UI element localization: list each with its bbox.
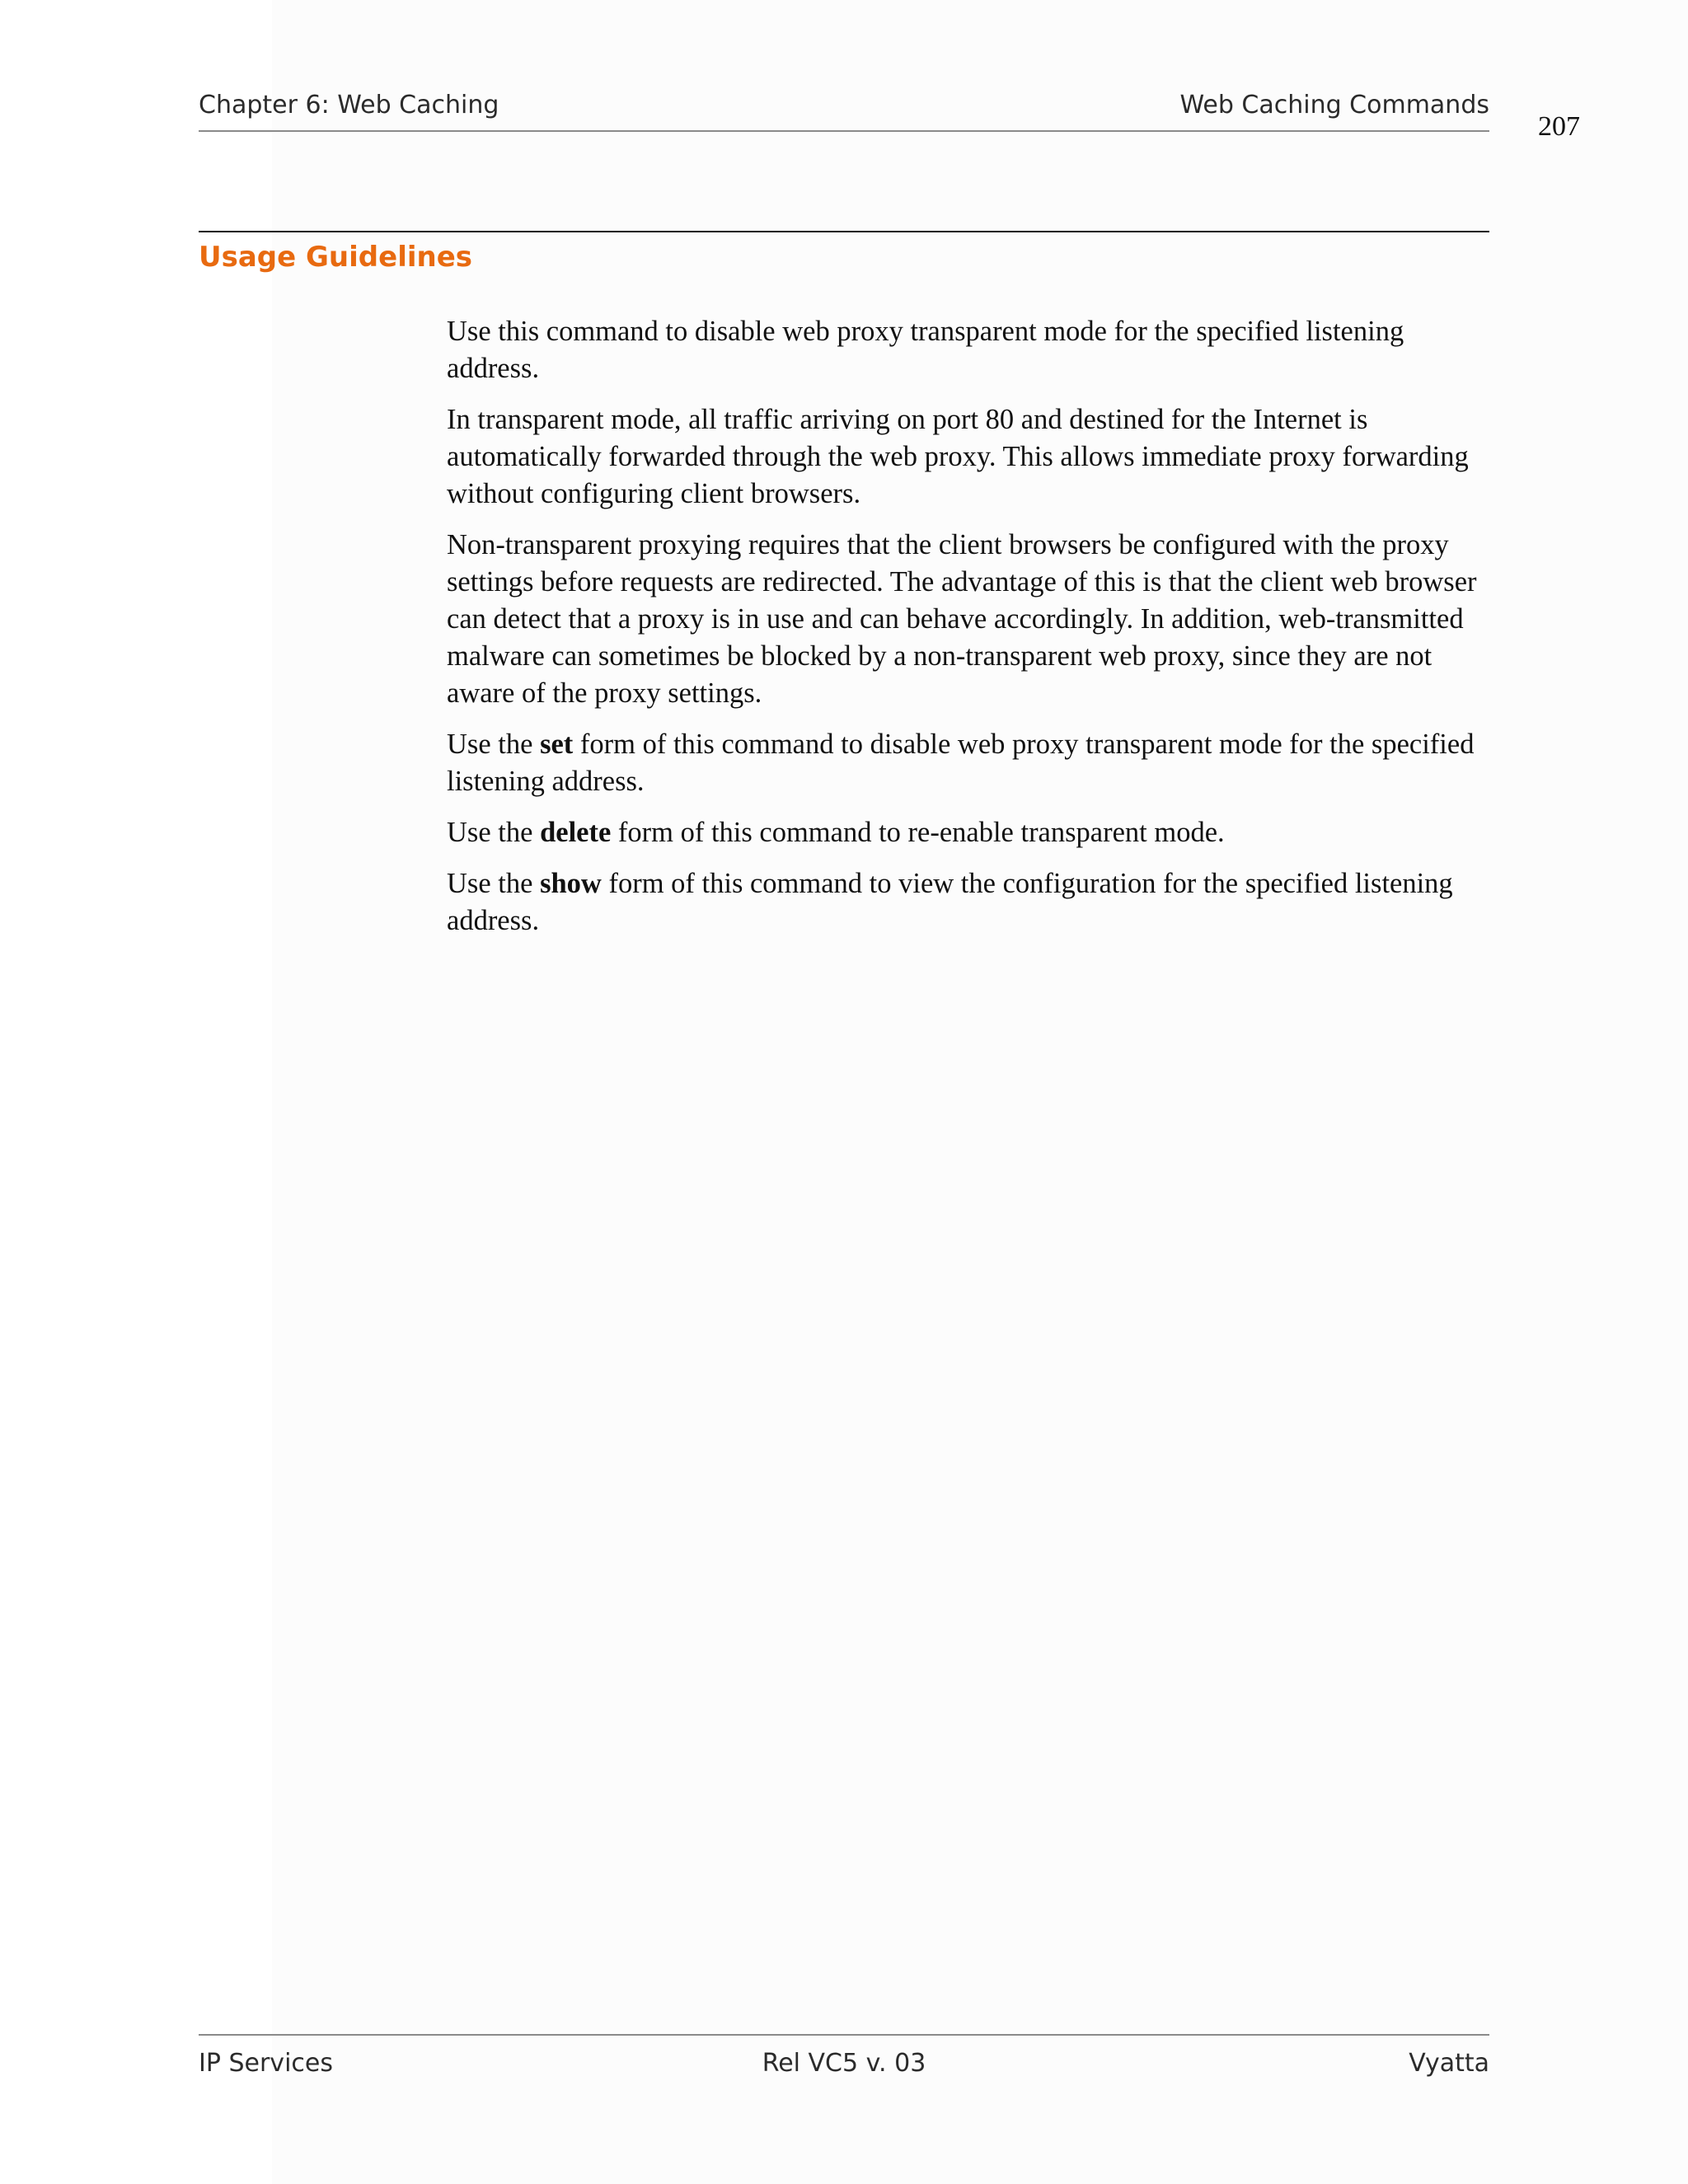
paragraph-1: Use this command to disable web proxy transparent mode for the specified listening address. <box>447 316 1404 384</box>
footer-release: Rel VC5 v. 03 <box>762 2049 926 2078</box>
section-heading: Usage Guidelines <box>199 241 472 274</box>
paragraph-6 <box>447 865 1492 940</box>
paragraph-4 <box>447 726 1492 800</box>
paragraph-4-lead: Use the <box>447 729 541 760</box>
paragraph-5-lead: Use the <box>447 817 541 848</box>
keyword-show: show <box>540 868 602 899</box>
paragraph-6-lead: Use the <box>447 868 541 899</box>
paragraph-4-rest: form of this command to disable web proxy transparent mode for the specified listening address. <box>447 729 1475 797</box>
paragraph-5-rest: form of this command to re-enable transparent mode. <box>611 817 1225 848</box>
paragraph-6-rest: form of this command to view the configuration for the specified listening address. <box>447 868 1453 936</box>
section-divider <box>199 231 1489 232</box>
header-chapter-title: Chapter 6: Web Caching <box>199 91 499 120</box>
paragraph-2: In transparent mode, all traffic arriving on port 80 and destined for the Internet is automatically forwarded through the web proxy. This allows immediate proxy forwarding without configuring client browsers. <box>447 404 1469 509</box>
header-section-title: Web Caching Commands <box>1179 91 1489 120</box>
keyword-delete: delete <box>540 817 612 848</box>
running-footer <box>199 2034 1489 2077</box>
paragraph-5 <box>447 814 1492 851</box>
keyword-set: set <box>540 729 574 760</box>
body-text <box>447 313 1492 954</box>
running-header <box>199 91 1489 132</box>
page-number: 207 <box>1538 111 1580 142</box>
footer-company: Vyatta <box>1409 2049 1489 2078</box>
paragraph-3: Non-transparent proxying requires that the client browsers be configured with the proxy settings before requests are redirected. The advantage of this is that the client web browser can detect that a proxy is in use and can behave accordingly. In addition, web-transmitted malware can sometimes be blocked by a non-transparent web proxy, since they are not aware of the proxy settings. <box>447 529 1477 709</box>
footer-book-title: IP Services <box>199 2049 333 2078</box>
